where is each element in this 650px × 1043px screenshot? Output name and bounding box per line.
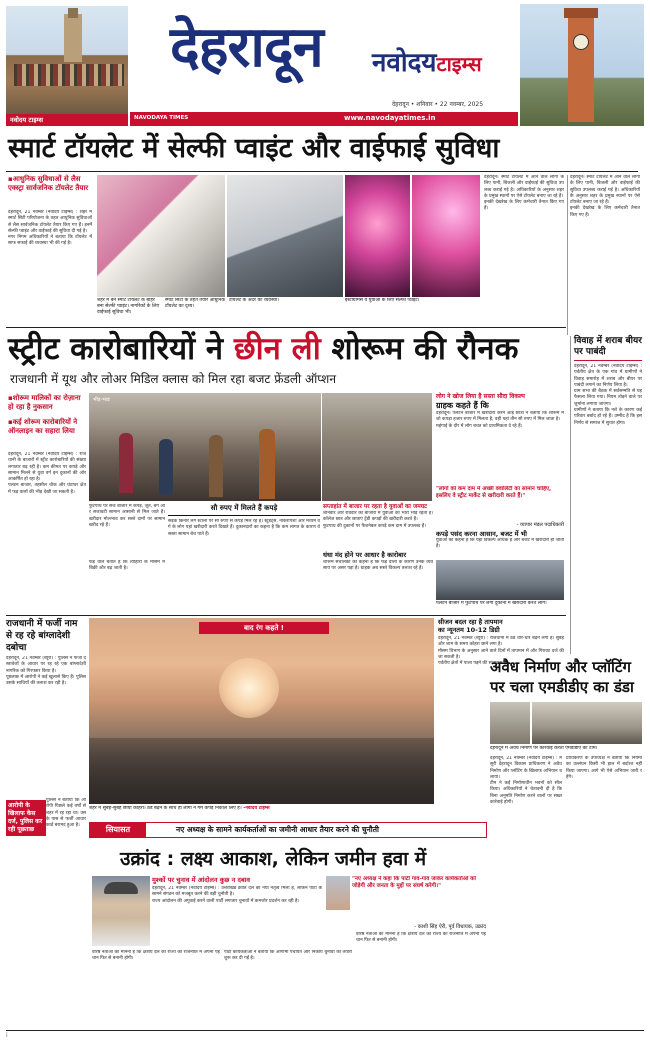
divider bbox=[6, 171, 638, 172]
winter-story-headline-2: का न्यूनतम 10-12 डिग्री bbox=[438, 626, 500, 634]
story2-col3 bbox=[323, 504, 433, 612]
politics-body-2: वरिष्ठ नेताओं का मानना है कि क्षेत्रीय दल को राज्य की राजनीति में अपनी पहचान फिर से बनानी होगी। bbox=[92, 950, 220, 962]
story2-col4-body: देहरादून। पलटन बाजार में खरीदारी करने आई छात्रा ने बताया कि शोरूम में जो कपड़ा हजार रुपए में मिलता है, वही यहां तीन सौ रुपए में मिल जाता है। महंगाई के दौर में लोग बचत को प्राथमिकता दे रहे हैं। bbox=[436, 411, 564, 429]
story1-caption-3: टॉयलेट के अंदर की व्यवस्था। bbox=[229, 298, 279, 303]
masthead-photo-left bbox=[6, 6, 128, 114]
headline-2-part-c: शोरूम की रौनक bbox=[331, 331, 519, 367]
encroach-photo-1 bbox=[490, 702, 530, 744]
divider bbox=[6, 327, 566, 328]
politics-photo-2 bbox=[326, 876, 350, 910]
story2-col2-extra: फड़ वाले बताते हैं कि त्योहारों के मौसम में बिक्री और बढ़ जाती है। bbox=[89, 560, 165, 572]
story2-photo-market bbox=[89, 393, 321, 501]
big-photo-credit: -नवोदय टाइम्स bbox=[243, 806, 270, 811]
winter-story-body: देहरादून, 21 नवम्बर (ब्यूरो) : राजधानी में ठंड धीरे-धीरे बढ़ने लगी है। सुबह और शाम के समय कोहरा छाने लगा है। मौसम विभाग के अनुसार आने वाले दिनों में तापमान में और गिरावट दर्ज की जा सकती है। पर्वतीय क्षेत्रों में पाला पड़ने की संभावना है। bbox=[438, 636, 564, 667]
story1-right-body: देहरादून। स्मार्ट टॉयलेट में आने वाले लोगों के लिए पानी, बिजली और वाईफाई की सुविधा उपलब्ध कराई गई है। अधिकारियों के अनुसार शहर के प्रमुख स्थानों पर ऐसे टॉयलेट बनाए जा रहे हैं। इनकी देखरेख के लिए कर्मचारी तैनात किए गए हैं। bbox=[484, 175, 564, 212]
story2-photo-tag: भीड़-भाड़ bbox=[93, 397, 110, 403]
story2-bullet-2: ▪कई शोरूम कारोबारियों ने ऑनलाइन का सहारा लिया bbox=[8, 418, 78, 435]
story2-col3-title-2: धंधा मंद होने पर आधार है कारोबार bbox=[323, 551, 407, 559]
story2-col3-body: शनिवार और रविवार को बाजारों में युवाओं की भारी भीड़ रहती है। कॉलेज छात्र और छात्राएं ट्रेंडी कपड़ों की खरीदारी करते हैं। फुटपाथ की दुकानों पर फैशनेबल कपड़े कम दाम में उपलब्ध हैं। bbox=[323, 511, 433, 529]
encroach-headline-1: अवैध निर्माण और प्लॉटिंग bbox=[490, 658, 631, 676]
left-badge-text: नवोदय टाइम्स bbox=[10, 116, 44, 124]
brand-times: टाइम्स bbox=[436, 52, 482, 76]
side-col-top: देहरादून। स्मार्ट टॉयलेट में आने वाले लोगों के लिए पानी, बिजली और वाईफाई की सुविधा उपलब्ध कराई गई है। अधिकारियों के अनुसार शहर के प्रमुख स्थानों पर ऐसे टॉयलेट बनाए जा रहे हैं। इनकी देखरेख के लिए कर्मचारी तैनात किए गए हैं। bbox=[570, 175, 640, 218]
story2-photo-3 bbox=[436, 560, 564, 600]
story2-photo-3-caption: पलटन बाजार में फुटपाथ पर लगी दुकानों में खरीदारी करते लोग। bbox=[436, 601, 547, 606]
subhead-2: राजधानी में यूथ और लोअर मिडिल क्लास को मिल रहा बजट फ्रेंडली ऑप्शन bbox=[10, 372, 336, 386]
left-badge bbox=[6, 114, 128, 126]
side-story-body: देहरादून, 21 नवम्बर (नवोदय टाइम्स) : पर्वतीय क्षेत्र के एक गांव में ग्रामीणों ने विवाह समारोह में शराब और बीयर पर पाबंदी लगाने का निर्णय लिया है। ग्राम सभा की बैठक में सर्वसम्मति से यह फैसला लिया गया। नियम तोड़ने वाले पर जुर्माना लगाया जाएगा। ग्रामीणों ने बताया कि नशे के कारण कई परिवार बर्बाद हो रहे हैं। उम्मीद है कि इस निर्णय से समाज में सुधार होगा। bbox=[574, 364, 642, 426]
story2-col4-sub-body: युवाओं का कहना है कि यहां विकल्प अधिक हैं और बजट में खरीदारी हो जाती है। bbox=[436, 538, 564, 550]
story1-caption-2: स्मार्ट सिटी के तहत तैयार आधुनिक टॉयलेट का दृश्य। bbox=[165, 298, 226, 309]
footer-rule bbox=[6, 1030, 644, 1031]
story2-box bbox=[168, 504, 320, 610]
big-photo-caption bbox=[89, 806, 434, 818]
story2-col4-quote: "लोगों को कम दाम में अच्छी क्वालिटी का सामान चाहिए, इसलिए वे स्ट्रीट मार्केट से खरीदारी करते हैं।" bbox=[436, 486, 552, 499]
politics-sub: मुश्कों पर चुनाव में आंदोलन कुछ न दबाव bbox=[152, 876, 250, 884]
fake-story-headline: राजधानी में फर्जी नाम से रह रहे बांग्लादेशी दबोचा bbox=[6, 619, 78, 653]
winter-story-headline: सीजन बदल रहा है तापमान bbox=[438, 618, 503, 626]
politics-quote: "नए अध्यक्ष ने कहा कि पार्टी गांव-गांव जाकर कार्यकर्ताओं को जोड़ेगी और जनता के मुद्दों पर संघर्ष करेगी।" bbox=[352, 876, 476, 889]
website-link[interactable]: www.navodayatimes.in bbox=[344, 114, 436, 122]
divider bbox=[6, 615, 566, 616]
page-footer-mark: i bbox=[6, 1032, 8, 1039]
politics-strap: नए अध्यक्ष के सामने कार्यकर्ताओं का जमीनी आधार तैयार करने की चुनौती bbox=[176, 825, 379, 834]
headline-2 bbox=[8, 330, 564, 368]
story2-photo-2 bbox=[322, 393, 432, 501]
politics-headline: उक्रांद : लक्ष्य आकाश, लेकिन जमीन हवा में bbox=[120, 848, 427, 870]
big-photo bbox=[89, 618, 434, 804]
brand-navoday: नवोदय bbox=[372, 48, 437, 78]
politics-photo-portrait bbox=[92, 876, 150, 946]
big-photo-caption-text: शहर में सुबह-सुबह छाया कोहरा। ठंड बढ़ने के साथ ही लोगों ने गर्म कपड़े निकाल लिए हैं। bbox=[89, 806, 242, 811]
big-photo-banner: बाद रंग कहते ! bbox=[199, 622, 329, 634]
fake-story-box: आरोपी के खिलाफ केस दर्ज, पुलिस कर रही पूछताछ bbox=[6, 800, 46, 836]
encroach-body: देहरादून, 21 नवम्बर (नवोदय टाइम्स) : मसूरी देहरादून विकास प्राधिकरण ने अवैध निर्माण और प्लॉटिंग के खिलाफ अभियान चलाया। टीम ने कई निर्माणाधीन भवनों को सील किया। अधिकारियों ने चेतावनी दी है कि बिना अनुमति निर्माण करने वालों पर सख्त कार्रवाई होगी। bbox=[490, 756, 562, 806]
encroach-headline-2: पर चला एमडीडीए का डंडा bbox=[490, 678, 634, 696]
masthead-band bbox=[130, 112, 518, 126]
story1-caption-1: शहर में बने स्मार्ट टॉयलेट के बाहर बना सेल्फी प्वाइंट। नागरिकों के लिए वाईफाई सुविधा भी। bbox=[97, 298, 160, 315]
politics-body-1: देहरादून, 21 नवम्बर (नवोदय टाइम्स) : उत्तराखंड क्रांति दल को नया नेतृत्व मिला है, लेकिन पार्टी के सामने संगठन को मजबूत करने की बड़ी चुनौती है। राज्य आंदोलन की अगुवाई करने वाली पार्टी लगातार चुनावों में कमजोर प्रदर्शन कर रही है। bbox=[152, 886, 322, 904]
politics-strap-bar bbox=[89, 822, 487, 838]
story1-caption-4: इंस्टाग्रामर्स व युवाओं के लिए सेल्फी प्वाइंट। bbox=[345, 298, 420, 303]
story2-col3-title: सप्ताहांत में बाजार पर रहता है युवाओं का जमघट bbox=[323, 504, 428, 510]
fake-story bbox=[6, 618, 86, 1018]
encroach-photo-2 bbox=[532, 702, 642, 744]
masthead-title: देहरादून bbox=[170, 14, 323, 80]
story2-col4-title: लोग ने खोज लिया है सस्ता सौदा विकल्प bbox=[436, 393, 525, 400]
encroach-body-2: प्राधिकरण के उपाध्यक्ष ने बताया कि नियमों का उल्लंघन किसी भी हाल में बर्दाश्त नहीं किया जाएगा। आगे भी ऐसे अभियान जारी रहेंगे। bbox=[566, 756, 642, 780]
story2-box-body: सड़क किनारे लगे स्टॉलों पर सौ रुपए से कपड़े मिल रहे हैं। स्टूडेंट्स, नौकरीपेशा और मध्यम वर्ग के लोग यहां खरीदारी करते दिखते हैं। दुकानदारों का कहना है कि कम लागत के कारण वे सस्ता सामान बेच पाते हैं। bbox=[168, 519, 320, 537]
politics-quote-by: - काशी सिंह ऐरी, पूर्व विधायक, उक्रांद bbox=[414, 924, 486, 930]
masthead-brand bbox=[372, 48, 482, 79]
side-story bbox=[570, 336, 642, 654]
story1-body: देहरादून, 21 नवम्बर (नवोदय टाइम्स) : शहर में स्मार्ट सिटी परियोजना के तहत आधुनिक सुविधाओं से लैस सार्वजनिक टॉयलेट तैयार किए गए हैं। इनमें सेल्फी प्वाइंट और वाईफाई की सुविधा दी गई है। नगर निगम अधिकारियों ने बताया कि टॉयलेट में साफ सफाई की व्यवस्था भी की गई है। bbox=[8, 210, 92, 247]
fake-story-body-2: पुलिस ने बताया कि आरोपी पिछले कई वर्षों से शहर में रह रहा था। उसके पास से फर्जी आधार कार्ड बरामद हुआ है। bbox=[46, 798, 86, 829]
masthead-dateline: देहरादून • शनिवार • 22 नवम्बर, 2025 bbox=[392, 101, 484, 108]
story2-col4-title-2: ग्राहक कहते हैं कि bbox=[436, 401, 489, 410]
band-brand-en: NAVODAYA TIMES bbox=[134, 115, 189, 121]
politics-body-3: पार्टी कार्यकर्ताओं ने बताया कि आगामी पंचायत और निकाय चुनावों की तैयारी शुरू कर दी गई है। bbox=[224, 950, 352, 962]
story1-photo-3 bbox=[345, 175, 410, 297]
story2-body-1: देहरादून, 21 नवम्बर (नवोदय टाइम्स) : राजधानी के बाजारों में स्ट्रीट कारोबारियों की संख्या लगातार बढ़ रही है। कम कीमत पर कपड़े और सामान मिलने से युवा वर्ग इन दुकानों की ओर आकर्षित हो रहा है। पलटन बाजार, तहसील चौक और घंटाघर क्षेत्र में फड़ वालों की भीड़ देखी जा सकती है। bbox=[8, 452, 86, 495]
story2-col4-sub: कपड़े पसंद करना आसान, बजट में भी bbox=[436, 530, 527, 538]
headline-2-part-b: छीन ली bbox=[233, 331, 321, 367]
story2-col4-quote-by: - व्यापार मंडल पदाधिकारी bbox=[516, 522, 564, 528]
story2-box-title: सौ रुपए में मिलते हैं कपड़े bbox=[168, 504, 320, 516]
story2-mid-body: फुटपाथ पर सजे बाजार में कपड़े, जूते, बैग और सजावटी सामान आसानी से मिल जाते हैं। खरीदार मोलभाव कर सस्ते दामों पर सामान खरीद रहे हैं। bbox=[89, 504, 165, 528]
story2-bullet-1: ▪शोरूम मालिकों का रोज़ाना हो रहा है नुकसान bbox=[8, 394, 81, 411]
story1-deck: ▪आधुनिक सुविधाओं से लैस एक्स्ट्रा सार्वजनिक टॉयलेट तैयार bbox=[8, 175, 89, 192]
column-rule bbox=[567, 175, 568, 335]
encroach-photo-caption: देहरादून में अवैध निर्माण पर कार्रवाई करती एमडीडीए की टीम। bbox=[490, 746, 598, 751]
story1-photo-4 bbox=[412, 175, 480, 297]
masthead bbox=[0, 0, 650, 128]
politics-body-4: वरिष्ठ नेताओं का मानना है कि क्षेत्रीय दल को राज्य की राजनीति में अपनी पहचान फिर से बनानी होगी। bbox=[356, 932, 486, 944]
headline-1: स्मार्ट टॉयलेट में सेल्फी प्वाइंट और वाईफाई सुविधा bbox=[8, 133, 500, 164]
headline-2-part-a: स्ट्रीट कारोबारियों ने bbox=[8, 331, 224, 367]
fake-story-body: देहरादून, 21 नवम्बर (ब्यूरो) : पुलिस ने फर्जी दस्तावेजों के आधार पर रह रहे एक बांग्लादेशी नागरिक को गिरफ्तार किया है। पूछताछ में आरोपी ने कई खुलासे किए हैं। पुलिस उसके साथियों की तलाश कर रही है। bbox=[6, 656, 86, 687]
side-story-headline: विवाह में शराब बीयर पर पाबंदी bbox=[574, 336, 642, 361]
story2-col3-body-2: शोरूम संचालकों का कहना है कि फड़ वालों के कारण उनके व्यवसाय पर असर पड़ा है। ग्राहक अब सस्ते विकल्प तलाश रहे हैं। bbox=[323, 560, 433, 572]
story1-photo-1 bbox=[97, 175, 225, 297]
politics-tag: सियासत bbox=[90, 823, 146, 837]
story1-photo-2 bbox=[227, 175, 343, 297]
masthead-photo-right bbox=[520, 4, 644, 126]
